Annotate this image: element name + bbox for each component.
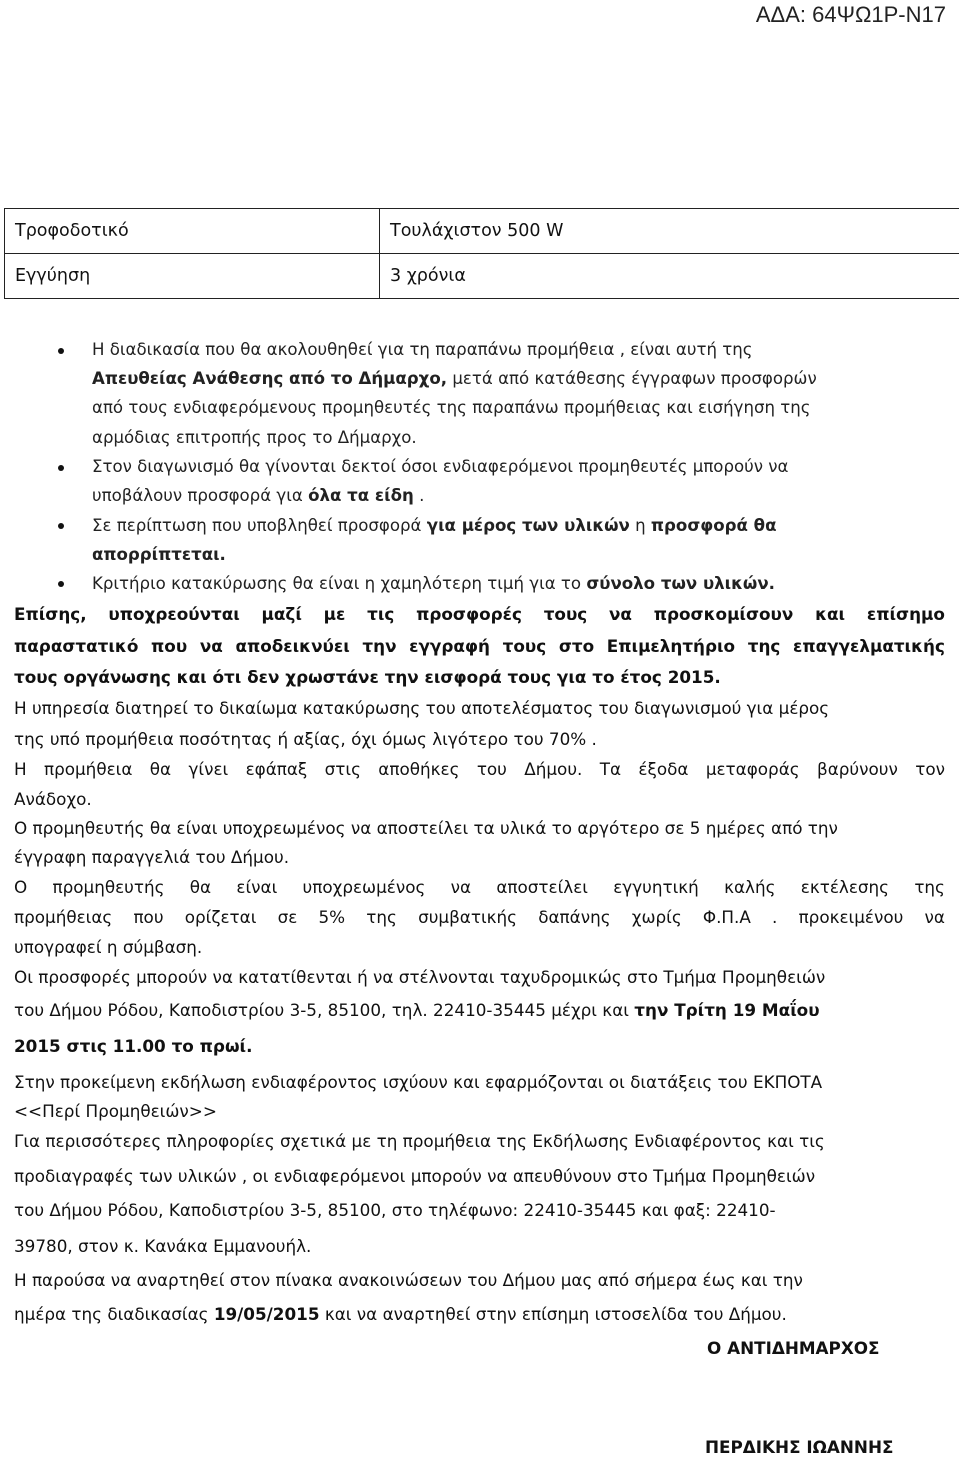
para-7-line-1: Στην προκείμενη εκδήλωση ενδιαφέροντος ισχύουν και εφαρμόζονται οι διατάξεις του ΕΚΠΟΤΑ (14, 1072, 823, 1092)
word: που (133, 907, 164, 927)
word: του (476, 759, 507, 779)
para-9-line-1: Η παρούσα να αναρτηθεί στον πίνακα ανακοινώσεων του Δήμου μας από σήμερα έως και την (14, 1270, 803, 1290)
word: είναι (236, 877, 278, 897)
para-6-line-3: 2015 στις 11.00 το πρωί. (14, 1036, 253, 1056)
word: παραστατικό (14, 636, 139, 656)
word: αποθήκες (378, 759, 460, 779)
word: προμήθεια (43, 759, 133, 779)
para-4-line-2: έγγραφη παραγγελιά του Δήμου. (14, 847, 290, 867)
word: τους (502, 636, 547, 656)
para-2-line-1: Η υπηρεσία διατηρεί το δικαίωμα κατακύρωσης του αποτελέσματος του διαγωνισμού για μέρος (14, 698, 830, 718)
table-row (5, 254, 960, 299)
word: προμηθευτής (52, 877, 165, 897)
word: εγγραφή (409, 636, 490, 656)
word: επαγγελματικής (793, 636, 945, 656)
word: τους (543, 604, 588, 624)
word: εφάπαξ (245, 759, 308, 779)
bullet-3-line-2 (92, 545, 226, 564)
word: της (747, 636, 781, 656)
spec-value: 3 χρόνια (380, 254, 960, 299)
word: και (815, 604, 846, 624)
word: χωρίς (631, 907, 682, 927)
para-5-line-3: υπογραφεί η σύμβαση. (14, 937, 203, 957)
word: αποδεικνύει (235, 636, 350, 656)
word: Τα (599, 759, 622, 779)
bullet-dot (58, 581, 64, 587)
text: του Δήμου Ρόδου, Καποδιστρίου 3-5, 85100, τηλ. 22410-35445 μέχρι και (14, 1000, 635, 1020)
text: και να αναρτηθεί στην επίσημη ιστοσελίδα του Δήμου. (319, 1304, 787, 1324)
para-5-line-1 (14, 877, 945, 897)
word: μαζί (261, 604, 302, 624)
word: τις (367, 604, 395, 624)
text: η (629, 516, 651, 535)
para-8-line-2: προδιαγραφές των υλικών , οι ενδιαφερόμενοι μπορούν να απευθύνουν στο Τμήμα Προμηθειών (14, 1166, 816, 1186)
text: υποβάλουν προσφορά για (92, 486, 309, 505)
para-5-line-2 (14, 907, 945, 927)
para-8-line-4: 39780, στον κ. Κανάκα Εμμανουήλ. (14, 1236, 312, 1256)
word: την (362, 636, 397, 656)
bullet-dot (58, 523, 64, 529)
para-8-line-3: του Δήμου Ρόδου, Καποδιστρίου 3-5, 85100, στο τηλέφωνο: 22410-35445 και φαξ: 22410- (14, 1200, 776, 1220)
word: υποχρεούνται (108, 604, 240, 624)
word: . (772, 907, 778, 927)
para-2-line-2: της υπό προμήθεια ποσότητας ή αξίας, όχι όμως λιγότερο του 70% . (14, 729, 597, 749)
word: που (151, 636, 188, 656)
bold-text: 19/05/2015 (213, 1304, 320, 1324)
bullet-1-line-2 (92, 369, 817, 388)
text: ημέρα της διαδικασίας (14, 1304, 214, 1324)
word: Επίσης, (14, 604, 87, 624)
bullet-3-line-1 (92, 516, 777, 535)
signature-name: ΠΕΡΔΙΚΗΣ ΙΩΑΝΝΗΣ (705, 1437, 894, 1457)
word: συμβατικής (418, 907, 518, 927)
word: σε (277, 907, 298, 927)
para-3-line-1 (14, 759, 945, 779)
bold-text: απορρίπτεται. (92, 545, 226, 564)
para-3-line-2: Ανάδοχο. (14, 789, 92, 809)
bullet-1-line-1: Η διαδικασία που θα ακολουθηθεί για τη παραπάνω προμήθεια , είναι αυτή της (92, 340, 753, 359)
word: να (450, 877, 472, 897)
text: Σε περίπτωση που υποβληθεί προσφορά (92, 516, 427, 535)
word: Δήμου. (524, 759, 583, 779)
word: υποχρεωμένος (302, 877, 426, 897)
word: προσφορές (416, 604, 522, 624)
para-9-line-2 (14, 1304, 787, 1324)
word: καλής (724, 877, 776, 897)
word: στο (558, 636, 595, 656)
word: Επιμελητήριο (606, 636, 736, 656)
word: Φ.Π.Α (702, 907, 751, 927)
word: Ο (14, 877, 28, 897)
word: αποστείλει (496, 877, 588, 897)
text: μετά από κατάθεσης έγγραφων προσφορών (447, 369, 817, 388)
para-7-line-2: <<Περί Προμηθειών>> (14, 1101, 217, 1121)
word: εγγυητική (613, 877, 699, 897)
para-8-line-1: Για περισσότερες πληροφορίες σχετικά με τη προμήθεια της Εκδήλωσης Ενδιαφέροντος και τις (14, 1131, 825, 1151)
para-6-line-1: Οι προσφορές μπορούν να κατατίθενται ή να στέλνονται ταχυδρομικώς στο Τμήμα Προμηθειών (14, 967, 826, 987)
spec-table (4, 208, 959, 299)
word: μεταφοράς (705, 759, 800, 779)
bullet-1-line-3: από τους ενδιαφερόμενους προμηθευτές της παραπάνω προμήθειας και εισήγηση της (92, 398, 811, 417)
word: εκτέλεσης (800, 877, 890, 897)
bullet-dot (58, 348, 64, 354)
word: να (199, 636, 223, 656)
word: βαρύνουν (817, 759, 898, 779)
signature-title: Ο ΑΝΤΙΔΗΜΑΡΧΟΣ (707, 1338, 880, 1358)
bullet-1-line-4: αρμόδιας επιτροπής προς το Δήμαρχο. (92, 428, 417, 447)
word: δαπάνης (538, 907, 611, 927)
word: προκειμένου (798, 907, 904, 927)
spec-label: Τροφοδοτικό (5, 209, 380, 254)
bullet-dot (58, 465, 64, 471)
word: της (366, 907, 397, 927)
para-1-line-3: τους οργάνωσης και ότι δεν χρωστάνε την εισφορά τους για το έτος 2015. (14, 667, 721, 687)
spec-label: Εγγύηση (5, 254, 380, 299)
word: να (609, 604, 632, 624)
word: θα (149, 759, 172, 779)
word: θα (189, 877, 212, 897)
word: να (924, 907, 945, 927)
word: Η (14, 759, 27, 779)
word: 5% (318, 907, 346, 927)
bold-text: για μέρος των υλικών (426, 516, 630, 535)
word: επίσημο (866, 604, 945, 624)
word: προμήθειας (14, 907, 113, 927)
para-1-line-2 (14, 636, 945, 656)
word: γίνει (188, 759, 229, 779)
para-4-line-1: Ο προμηθευτής θα είναι υποχρεωμένος να αποστείλει τα υλικά το αργότερο σε 5 ημέρες από την (14, 818, 838, 838)
bullet-2-line-1: Στον διαγωνισμό θα γίνονται δεκτοί όσοι ενδιαφερόμενοι προμηθευτές μπορούν να (92, 457, 789, 476)
word: στις (324, 759, 361, 779)
bold-text: σύνολο των υλικών. (586, 574, 775, 593)
text: Κριτήριο κατακύρωσης θα είναι η χαμηλότερη τιμή για το (92, 574, 587, 593)
bullet-4-line-1 (92, 574, 775, 593)
word: της (914, 877, 945, 897)
word: προσκομίσουν (653, 604, 794, 624)
bold-text: προσφορά θα (650, 516, 777, 535)
bold-text: Απευθείας Ανάθεσης από το Δήμαρχο, (92, 369, 448, 388)
para-6-line-2 (14, 1000, 820, 1020)
word: με (323, 604, 346, 624)
para-1-line-1 (14, 604, 945, 624)
bold-text: όλα τα είδη (308, 486, 414, 505)
word: ορίζεται (184, 907, 257, 927)
word: έξοδα (638, 759, 689, 779)
word: τον (915, 759, 945, 779)
bullet-2-line-2 (92, 486, 424, 505)
ada-code: ΑΔΑ: 64ΨΩ1Ρ-Ν17 (755, 2, 946, 27)
spec-value: Τουλάχιστον 500 W (380, 209, 960, 254)
bold-text: την Τρίτη 19 Μαΐου (634, 1000, 820, 1020)
text: . (413, 486, 425, 505)
table-row (5, 209, 960, 254)
